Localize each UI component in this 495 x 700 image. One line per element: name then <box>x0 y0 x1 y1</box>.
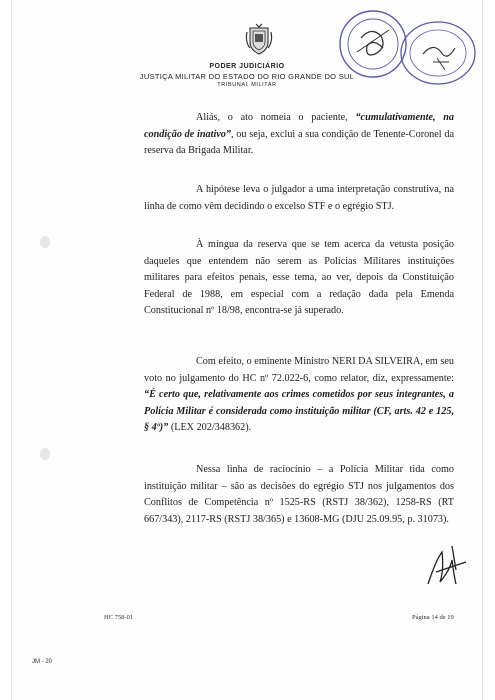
header-line-1: PODER JUDICIÁRIO <box>209 63 285 70</box>
form-code: JM - 20 <box>32 659 53 665</box>
coat-of-arms-icon <box>244 22 274 56</box>
paragraph-4-text-a: Com efeito, o eminente Ministro NERI DA SILVEIRA, em seu voto no julgamento do HC nº 72.022-6, como relator, diz, expressamente: <box>144 356 454 384</box>
punch-hole <box>40 448 50 460</box>
punch-hole <box>40 236 50 248</box>
paragraph-3: À míngua da reserva que se tem acerca da vetusta posição daqueles que entendem não serem as Polícias Militares instituições militares para efeitos penais, esse tema, ao ver, depois da Constituição Federal de 1988, em especial com a redação dada pela Emenda Constitucional nº 18/98, encontra-se já superado. <box>144 239 454 317</box>
paragraph-4-text-c: (LEX 202/348362). <box>168 422 252 434</box>
page-number: Página 14 de 19 <box>412 614 454 621</box>
paragraph-1-emphasis: “cumulativamente, na condição de inativo” <box>144 112 455 140</box>
paragraph-2: A hipótese leva o julgador a uma interpretação construtiva, na linha de como vêm decidindo o excelso STF e o egrégio STJ. <box>144 184 454 212</box>
case-number: HC 758-01 <box>104 614 134 621</box>
signature <box>422 540 470 590</box>
paragraph-1 <box>144 110 454 160</box>
paragraph-4 <box>144 354 454 437</box>
official-stamp-oval <box>397 18 479 88</box>
header-line-2: JUSTIÇA MILITAR DO ESTADO DO RIO GRANDE DO SUL <box>139 72 355 81</box>
paragraph-5: Nessa linha de raciocínio – a Polícia Militar tida como instituição militar – são as decisões do egrégio STJ nos julgamentos dos Conflitos de Competência nº 1525-RS (RSTJ 38/362), 1258-RS (RT 667/343), 2117-RS (RSTJ 38/365) e 13608-MG (DJU 25.09.95, p. 31073). <box>144 464 454 525</box>
paragraph-1-text-c: , ou seja, exclui a sua condição de Tenente-Coronel da reserva da Brigada Militar. <box>144 128 454 157</box>
header-line-3: TRIBUNAL MILITAR <box>217 82 277 88</box>
paragraph-1-text-a: Aliás, o ato nomeia o paciente, <box>196 112 356 123</box>
document-page <box>12 0 482 700</box>
paragraph-4-quote: “É certo que, relativamente aos crimes cometidos por seus integrantes, a Polícia Militar é considerada como instituição militar (CF, arts. 42 e 125, § 4º)” <box>144 389 454 434</box>
